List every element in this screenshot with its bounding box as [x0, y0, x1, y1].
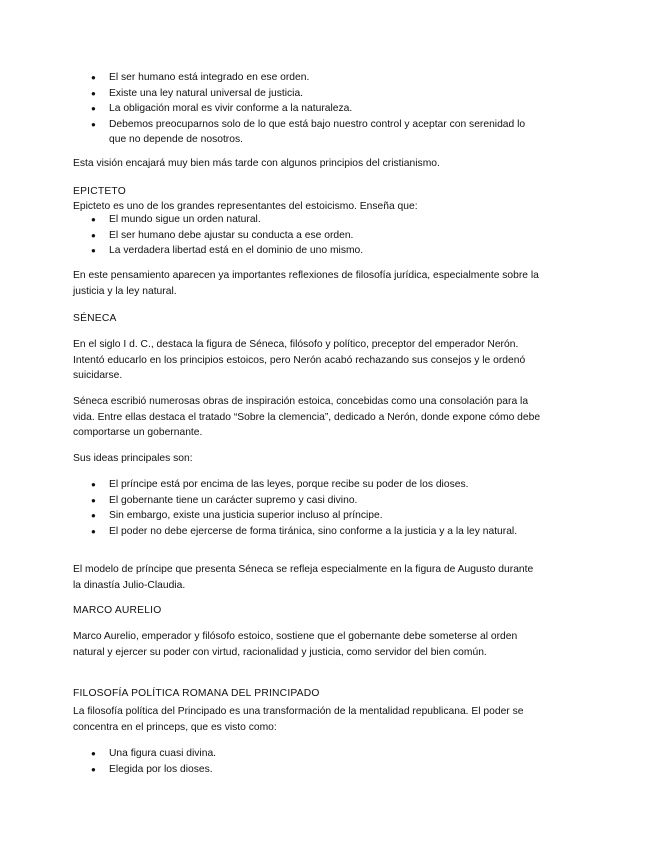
paragraph-seneca-1: En el siglo I d. C., destaca la figura de Séneca, filósofo y político, preceptor del emperador Nerón. Intentó educarlo en los principios estoicos, pero Nerón acabó rechazando sus consejos y le ordenó suicidarse. — [73, 339, 526, 381]
list-item: ● El príncipe está por encima de las leyes, porque recibe su poder de los dioses. — [91, 477, 531, 493]
heading-filosofia-politica: FILOSOFÍA POLÍTICA ROMANA DEL PRINCIPADO — [73, 688, 320, 699]
heading-epicteto: EPICTETO — [73, 186, 126, 197]
paragraph-cristianismo: Esta visión encajará muy bien más tarde con algunos principios del cristianismo. — [73, 158, 440, 169]
epicteto-list — [91, 212, 531, 259]
list-item: ● El gobernante tiene un carácter supremo y casi divino. — [91, 493, 531, 509]
list-item: ● El ser humano está integrado en ese orden. — [91, 70, 531, 86]
list-item: ● Sin embargo, existe una justicia superior incluso al príncipe. — [91, 508, 531, 524]
paragraph-marco-aurelio: Marco Aurelio, emperador y filósofo estoico, sostiene que el gobernante debe someterse al orden natural y ejercer su poder con virtud, racionalidad y justicia, como servidor del bien común. — [73, 631, 518, 658]
list-item: ● La obligación moral es vivir conforme a la naturaleza. — [91, 101, 531, 117]
paragraph-seneca-2: Séneca escribió numerosas obras de inspiración estoica, concebidas como una consolación para la vida. Entre ellas destaca el tratado “Sobre la clemencia”, dedicado a Nerón, donde expone cómo debe comportarse un gobernante. — [73, 396, 541, 438]
paragraph-juridica: En este pensamiento aparecen ya importantes reflexiones de filosofía jurídica, especialmente sobre la justicia y la ley natural. — [73, 270, 539, 297]
heading-marco-aurelio: MARCO AURELIO — [73, 605, 162, 616]
paragraph-epicteto: Epicteto es uno de los grandes representantes del estoicismo. Enseña que: — [73, 201, 418, 212]
list-item: ● Debemos preocuparnos solo de lo que está bajo nuestro control y aceptar con serenidad lo que no depende de nosotros. — [91, 117, 531, 148]
heading-seneca: SÉNECA — [73, 313, 117, 324]
seneca-ideas-list — [91, 477, 531, 539]
list-item: ● Existe una ley natural universal de justicia. — [91, 86, 531, 102]
princeps-list — [91, 746, 531, 777]
list-item: ● Elegida por los dioses. — [91, 762, 531, 778]
list-item: ● El mundo sigue un orden natural. — [91, 212, 531, 228]
paragraph-filosofia: La filosofía política del Principado es una transformación de la mentalidad republicana. El poder se concentra en el princeps, que es visto como: — [73, 706, 524, 733]
paragraph-modelo: El modelo de príncipe que presenta Séneca se refleja especialmente en la figura de Augusto durante la dinastía Julio-Claudia. — [73, 564, 534, 591]
paragraph-ideas: Sus ideas principales son: — [73, 453, 193, 464]
list-item: ● La verdadera libertad está en el dominio de uno mismo. — [91, 243, 531, 259]
list-item: ● El ser humano debe ajustar su conducta a ese orden. — [91, 228, 531, 244]
stoic-principles-list — [91, 70, 531, 148]
list-item: ● Una figura cuasi divina. — [91, 746, 531, 762]
list-item: ● El poder no debe ejercerse de forma tiránica, sino conforme a la justicia y a la ley natural. — [91, 524, 531, 540]
